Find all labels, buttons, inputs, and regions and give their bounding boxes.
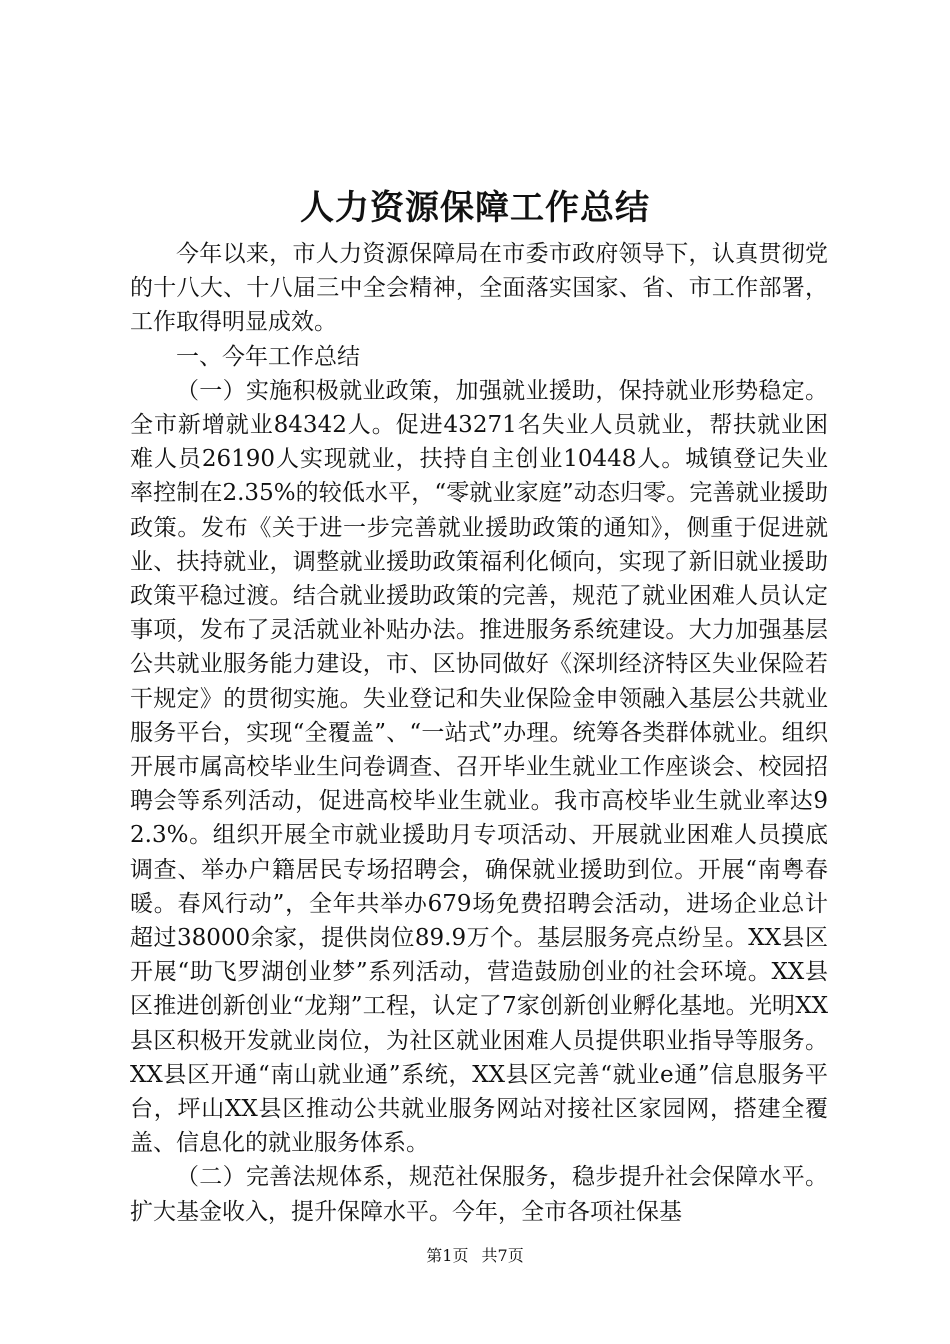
page-footer [0, 1245, 950, 1267]
section-paragraph-employment: （一）实施积极就业政策，加强就业援助，保持就业形势稳定。全市新增就业84342人。促进43271名失业人员就业，帮扶就业困难人员26190人实现就业，扶持自主创业10448人。城镇登记失业率控制在2.35%的较低水平，“零就业家庭”动态归零。完善就业援助政策。发布《关于进一步完善就业援助政策的通知》，侧重于促进就业、扶持就业，调整就业援助政策福利化倾向，实现了新旧就业援助政策平稳过渡。结合就业援助政策的完善，规范了就业困难人员认定事项，发布了灵活就业补贴办法。推进服务系统建设。大力加强基层公共就业服务能力建设，市、区协同做好《深圳经济特区失业保险若干规定》的贯彻实施。失业登记和失业保险金申领融入基层公共就业服务平台，实现“全覆盖”、“一站式”办理。统筹各类群体就业。组织开展市属高校毕业生问卷调查、召开毕业生就业工作座谈会、校园招聘会等系列活动，促进高校毕业生就业。我市高校毕业生就业率达92.3%。组织开展全市就业援助月专项活动、开展就业困难人员摸底调查、举办户籍居民专场招聘会，确保就业援助到位。开展“南粤春暖。春风行动”，全年共举办679场免费招聘会活动，进场企业总计超过38000余家，提供岗位89.9万个。基层服务亮点纷呈。XX县区开展“助飞罗湖创业梦”系列活动，营造鼓励创业的社会环境。XX县区推进创新创业“龙翔”工程，认定了7家创新创业孵化基地。光明XX县区积极开发就业岗位，为社区就业困难人员提供职业指导等服务。XX县区开通“南山就业通”系统，XX县区完善“就业e通”信息服务平台，坪山XX县区推动公共就业服务网站对接社区家园网，搭建全覆盖、信息化的就业服务体系。 [130, 377, 828, 1157]
page-number: 第1页 [426, 1246, 469, 1265]
document-title: 人力资源保障工作总结 [300, 188, 650, 228]
section-heading: 一、今年工作总结 [176, 343, 360, 370]
document-body [130, 237, 828, 1229]
intro-paragraph: 今年以来，市人力资源保障局在市委市政府领导下，认真贯彻党的十八大、十八届三中全会精神，全面落实国家、省、市工作部署，工作取得明显成效。 [130, 241, 828, 336]
section-paragraph-social-security: （二）完善法规体系，规范社保服务，稳步提升社会保障水平。扩大基金收入，提升保障水平。今年，全市各项社保基 [130, 1164, 828, 1225]
page-total: 共7页 [481, 1246, 524, 1265]
